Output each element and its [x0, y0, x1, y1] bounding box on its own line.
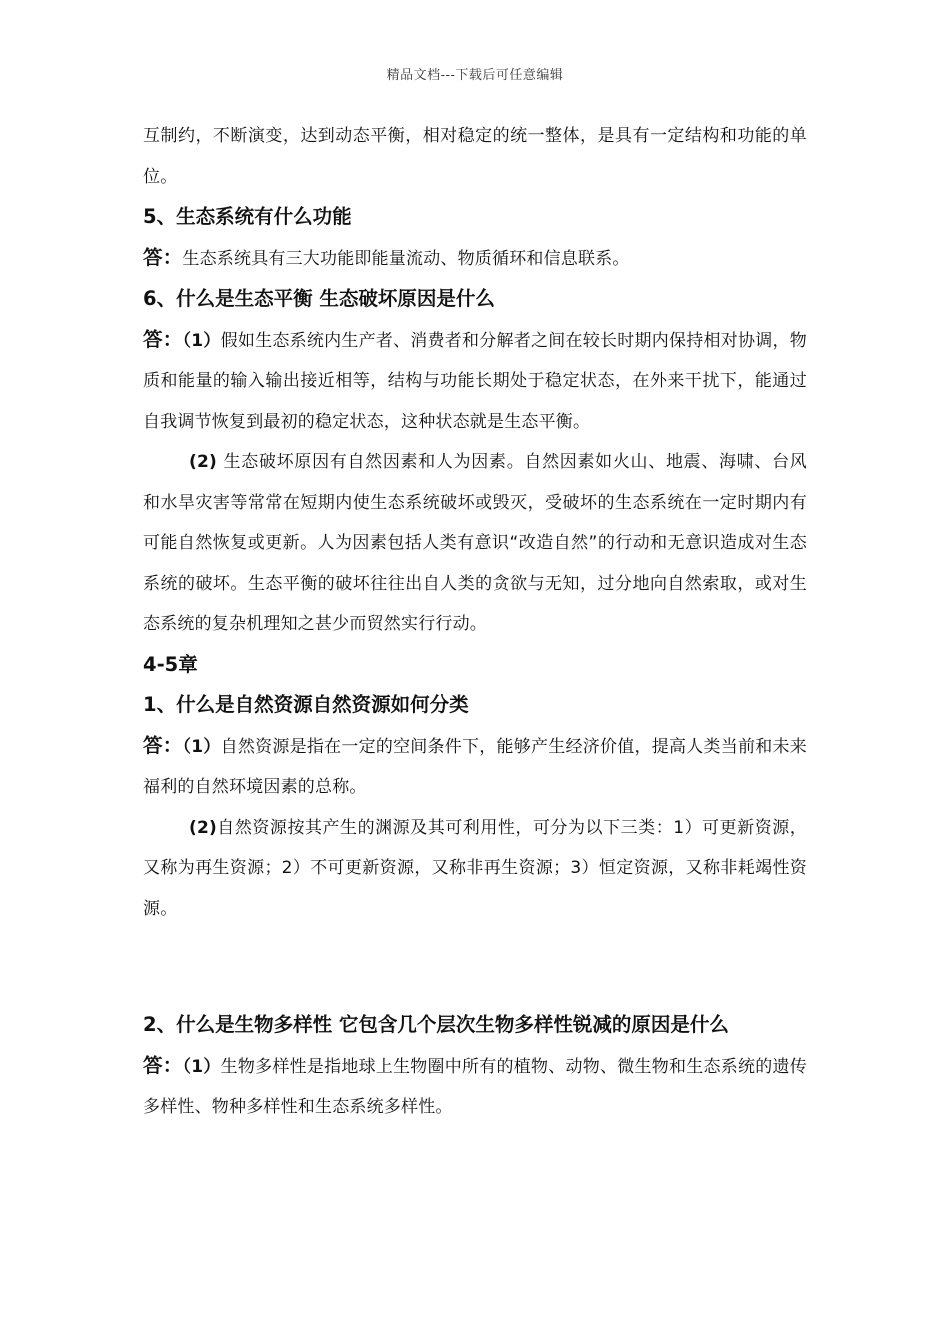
answer-text: 生态破坏原因有自然因素和人为因素。自然因素如火山、地震、海啸、台风和水旱灾害等常常在短期内使生态系统破坏或毁灭，受破坏的生态系统在一定时期内有可能自然恢复或更新。人为因素包括人类有意识“改造自然”的行动和无意识造成对生态系统的破坏。生态平衡的破坏往往出自人类的贪欲与无知，过分地向自然索取，或对生态系统的复杂机理知之甚少而贸然实行行动。: [143, 452, 807, 634]
answer-text: 生物多样性是指地球上生物圈中所有的植物、动物、微生物和生态系统的遗传多样性、物种多样性和生态系统多样性。: [143, 1056, 807, 1117]
answer-label: 答：: [143, 245, 183, 269]
chapter-question-2-answer-part-1: [143, 1046, 807, 1128]
blank-gap: [143, 929, 807, 1005]
answer-label: 答：: [143, 1053, 183, 1077]
part-number: (2): [189, 817, 217, 838]
intro-paragraph: 互制约，不断演变，达到动态平衡，相对稳定的统一整体，是具有一定结构和功能的单位。: [143, 126, 807, 187]
answer-text: 自然资源是指在一定的空间条件下，能够产生经济价值，提高人类当前和未来福利的自然环境因素的总称。: [143, 736, 807, 797]
question-5-title: 5、生态系统有什么功能: [143, 205, 352, 228]
part-number: （1）: [182, 736, 221, 757]
part-number: （1）: [182, 1056, 221, 1077]
chapter-question-1-title: 1、什么是自然资源自然资源如何分类: [143, 693, 469, 716]
question-6-answer-part-1: [143, 320, 807, 443]
part-number: (2): [189, 452, 224, 472]
answer-text: 自然资源按其产生的渊源及其可利用性，可分为以下三类：1）可更新资源，又称为再生资源；2）不可更新资源，又称非再生资源；3）恒定资源，又称非耗竭性资源。: [143, 817, 807, 919]
answer-label: 答：: [143, 327, 183, 351]
chapter-heading: 4-5章: [143, 652, 198, 676]
chapter-question-2-title: 2、什么是生物多样性 它包含几个层次生物多样性锐减的原因是什么: [143, 1013, 729, 1036]
document-body: [143, 116, 807, 1128]
question-5-answer: [143, 238, 807, 280]
answer-text: 生态系统具有三大功能即能量流动、物质循环和信息联系。: [182, 248, 630, 269]
question-6-title: 6、什么是生态平衡 生态破坏原因是什么: [143, 287, 495, 310]
page-header: 精品文档---下载后可任意编辑: [386, 68, 564, 83]
part-number: （1）: [182, 330, 221, 351]
answer-label: 答：: [143, 733, 183, 757]
chapter-question-1-answer-part-1: [143, 726, 807, 808]
question-6-answer-part-2: [143, 442, 807, 645]
chapter-question-1-answer-part-2: [143, 808, 807, 930]
answer-text: 假如生态系统内生产者、消费者和分解者之间在较长时期内保持相对协调，物质和能量的输入输出接近相等，结构与功能长期处于稳定状态，在外来干扰下，能通过自我调节恢复到最初的稳定状态，这种状态就是生态平衡。: [143, 330, 807, 432]
